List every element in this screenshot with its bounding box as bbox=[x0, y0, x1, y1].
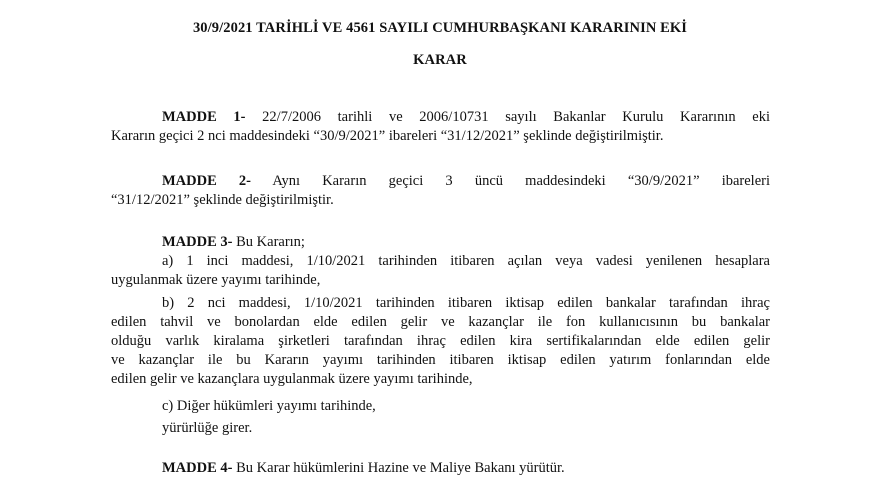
article-1-line-1 bbox=[162, 108, 770, 126]
article-1-text-start: 22/7/2006 tarihli ve 2006/10731 sayılı Bakanlar Kurulu Kararının eki bbox=[245, 109, 770, 125]
article-2-line-1 bbox=[162, 172, 770, 190]
article-2-line-2: “31/12/2021” şeklinde değiştirilmiştir. bbox=[111, 192, 334, 208]
article-2-label: MADDE 2- bbox=[162, 173, 252, 189]
article-3-item-b-line-2: edilen tahvil ve bonolardan elde edilen gelir ve kazançlar ile fon kullanıcısının bu bankalar bbox=[111, 314, 770, 330]
article-3-intro: Bu Kararın; bbox=[232, 234, 305, 250]
article-3-item-c-line-1: c) Diğer hükümleri yayımı tarihinde, bbox=[162, 398, 376, 414]
article-1-line-2: Kararın geçici 2 nci maddesindeki “30/9/2021” ibareleri “31/12/2021” şeklinde değiştirilmiştir. bbox=[111, 128, 664, 144]
article-3-line-1 bbox=[162, 233, 305, 251]
article-3-item-b-line-4: ve kazançlar ile bu Kararın yayımı tarihinden itibaren iktisap edilen yatırım fonlarından elde bbox=[111, 352, 770, 368]
article-3-item-b-line-5: edilen gelir ve kazançlara uygulanmak üzere yayımı tarihinde, bbox=[111, 371, 473, 387]
article-3-item-a-line-2: uygulanmak üzere yayımı tarihinde, bbox=[111, 272, 321, 288]
article-1-label: MADDE 1- bbox=[162, 109, 246, 125]
article-2-text-start: Aynı Kararın geçici 3 üncü maddesindeki “30/9/2021” ibareleri bbox=[251, 173, 770, 189]
article-3-item-b-line-3: olduğu varlık kiralama şirketleri tarafından ihraç edilen kira sertifikalarından elde edilen gelir bbox=[111, 333, 770, 349]
article-3-item-a-line-1: a) 1 inci maddesi, 1/10/2021 tarihinden itibaren açılan veya vadesi yenilenen hesaplara bbox=[162, 253, 770, 269]
article-3-item-b-line-1: b) 2 nci maddesi, 1/10/2021 tarihinden itibaren iktisap edilen bankalar tarafından ihraç bbox=[162, 295, 770, 311]
article-4-label: MADDE 4- bbox=[162, 460, 233, 476]
article-3-closing: yürürlüğe girer. bbox=[162, 420, 253, 436]
document-title-line-2: KARAR bbox=[413, 52, 467, 68]
document-title-line-1: 30/9/2021 TARİHLİ VE 4561 SAYILI CUMHURBAŞKANI KARARININ EKİ bbox=[192, 20, 688, 36]
article-4-text: Bu Karar hükümlerini Hazine ve Maliye Bakanı yürütür. bbox=[232, 460, 565, 476]
article-3-label: MADDE 3- bbox=[162, 234, 233, 250]
article-4-line-1 bbox=[162, 459, 565, 477]
